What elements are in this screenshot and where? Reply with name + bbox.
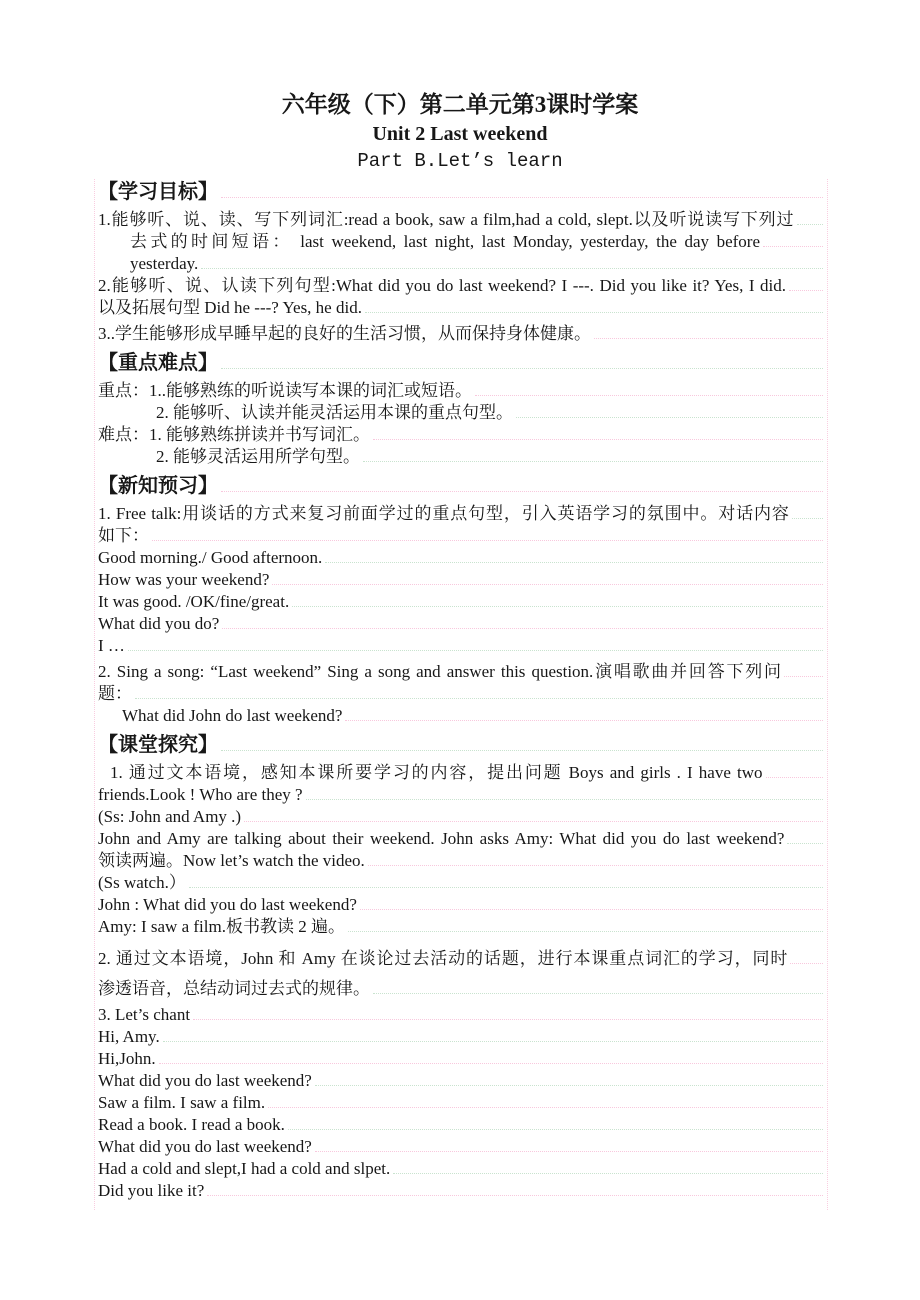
doc-line: Saw a film. I saw a film. (98, 1092, 823, 1114)
dotted-fill-line (189, 886, 823, 888)
doc-line: Read a book. I read a book. (98, 1114, 823, 1136)
section-heading (98, 350, 823, 377)
dotted-fill-line (315, 1150, 823, 1152)
dotted-fill-line (221, 749, 823, 751)
doc-line: 2. 能够听、认读并能灵活运用本课的重点句型。 (98, 402, 823, 424)
doc-line: 以及拓展句型 Did he ---? Yes, he did. (98, 297, 823, 319)
doc-line: 题： (98, 683, 823, 705)
doc-line: Hi, Amy. (98, 1026, 823, 1048)
dotted-fill-line (784, 675, 823, 677)
doc-line: What did you do last weekend? (98, 1136, 823, 1158)
dotted-fill-line (128, 649, 823, 651)
doc-part-line: Part B.Let’s learn (357, 150, 563, 172)
dotted-fill-line (373, 992, 823, 994)
doc-line: 3. Let’s chant (98, 1004, 823, 1026)
dotted-fill-line (368, 864, 823, 866)
doc-line: 领读两遍。Now let’s watch the video. (98, 850, 823, 872)
section-heading-text: 【新知预习】 (98, 475, 218, 497)
doc-line: Hi,John. (98, 1048, 823, 1070)
dotted-fill-line (207, 1194, 823, 1196)
dotted-fill-line (348, 930, 823, 932)
dotted-fill-line (475, 394, 823, 396)
dotted-fill-line (135, 697, 823, 699)
dotted-fill-line (288, 1128, 823, 1130)
dotted-fill-line (272, 583, 823, 585)
section-heading (98, 732, 823, 759)
dotted-fill-line (306, 798, 823, 800)
dotted-fill-line (363, 460, 823, 462)
dotted-fill-line (268, 1106, 823, 1108)
doc-title: 六年级（下）第二单元第3课时学案 (281, 92, 639, 117)
doc-line: What did John do last weekend? (98, 705, 823, 727)
title-block (0, 90, 920, 174)
doc-line: 2. 通过文本语境，John 和 Amy 在谈论过去活动的话题，进行本课重点词汇的学习，同时 (98, 944, 823, 974)
section-key-points (98, 350, 823, 468)
doc-line: 去式的时间短语： last weekend, last night, last Monday, yesterday, the day before (98, 231, 823, 253)
dotted-fill-line (360, 908, 823, 910)
dotted-fill-line (292, 605, 823, 607)
dotted-fill-line (152, 539, 823, 541)
doc-line: (Ss watch.） (98, 872, 823, 894)
dotted-fill-line (365, 311, 823, 313)
dotted-fill-line (516, 416, 823, 418)
dotted-fill-line (766, 776, 824, 778)
doc-line: friends.Look ! Who are they ? (98, 784, 823, 806)
doc-line: 3..学生能够形成早睡早起的良好的生活习惯，从而保持身体健康。 (98, 323, 823, 345)
doc-line: Did you like it? (98, 1180, 823, 1202)
doc-line: 难点：1. 能够熟练拼读并书写词汇。 (98, 424, 823, 446)
doc-line: How was your weekend? (98, 569, 823, 591)
dotted-fill-line (792, 517, 823, 519)
dotted-fill-line (797, 223, 823, 225)
dotted-fill-line (345, 719, 823, 721)
doc-line: 重点：1..能够熟练的听说读写本课的词汇或短语。 (98, 380, 823, 402)
doc-line: Had a cold and slept,I had a cold and slpet. (98, 1158, 823, 1180)
doc-line: I … (98, 635, 823, 657)
doc-line: John : What did you do last weekend? (98, 894, 823, 916)
dotted-fill-line (193, 1018, 823, 1020)
doc-line: 1.能够听、说、读、写下列词汇:read a book, saw a film,had a cold, slept.以及听说读写下列过 (98, 209, 823, 231)
dotted-fill-line (393, 1172, 823, 1174)
doc-line: It was good. /OK/fine/great. (98, 591, 823, 613)
document-content (94, 179, 828, 1210)
dotted-fill-line (789, 289, 823, 291)
dotted-fill-line (221, 367, 823, 369)
dotted-fill-line (373, 438, 823, 440)
doc-line: 渗透语音，总结动词过去式的规律。 (98, 974, 823, 1004)
dotted-fill-line (163, 1040, 823, 1042)
dotted-fill-line (787, 842, 823, 844)
doc-line: What did you do? (98, 613, 823, 635)
section-class-exploration (98, 732, 823, 1202)
section-heading-text: 【学习目标】 (98, 181, 218, 203)
section-learning-goals (98, 179, 823, 345)
doc-line: 如下： (98, 525, 823, 547)
dotted-fill-line (594, 337, 823, 339)
section-heading (98, 179, 823, 206)
doc-line: John and Amy are talking about their weekend. John asks Amy: What did you do last weekend? (98, 828, 823, 850)
section-heading (98, 473, 823, 500)
dotted-fill-line (159, 1062, 823, 1064)
dotted-fill-line (221, 490, 823, 492)
doc-line: 1. Free talk:用谈话的方式来复习前面学过的重点句型，引入英语学习的氛围中。对话内容 (98, 503, 823, 525)
dotted-fill-line (763, 245, 823, 247)
dotted-fill-line (244, 820, 823, 822)
doc-line: yesterday. (98, 253, 823, 275)
doc-line: 2.能够听、说、认读下列句型:What did you do last weekend? I ---. Did you like it? Yes, I did. (98, 275, 823, 297)
dotted-fill-line (325, 561, 823, 563)
doc-subtitle: Unit 2 Last weekend (372, 123, 548, 145)
doc-line: 1. 通过文本语境，感知本课所要学习的内容，提出问题 Boys and girls . I have two (98, 762, 823, 784)
section-preview (98, 473, 823, 727)
doc-line: What did you do last weekend? (98, 1070, 823, 1092)
section-heading-text: 【重点难点】 (98, 352, 218, 374)
doc-line: (Ss: John and Amy .) (98, 806, 823, 828)
doc-line: Good morning./ Good afternoon. (98, 547, 823, 569)
dotted-fill-line (790, 962, 823, 964)
section-heading-text: 【课堂探究】 (98, 734, 218, 756)
dotted-fill-line (222, 627, 823, 629)
doc-line: 2. 能够灵活运用所学句型。 (98, 446, 823, 468)
doc-line: Amy: I saw a film.板书教读 2 遍。 (98, 916, 823, 938)
dotted-fill-line (315, 1084, 823, 1086)
dotted-fill-line (221, 196, 823, 198)
dotted-fill-line (201, 267, 823, 269)
doc-line: 2. Sing a song: “Last weekend” Sing a song and answer this question.演唱歌曲并回答下列问 (98, 661, 823, 683)
